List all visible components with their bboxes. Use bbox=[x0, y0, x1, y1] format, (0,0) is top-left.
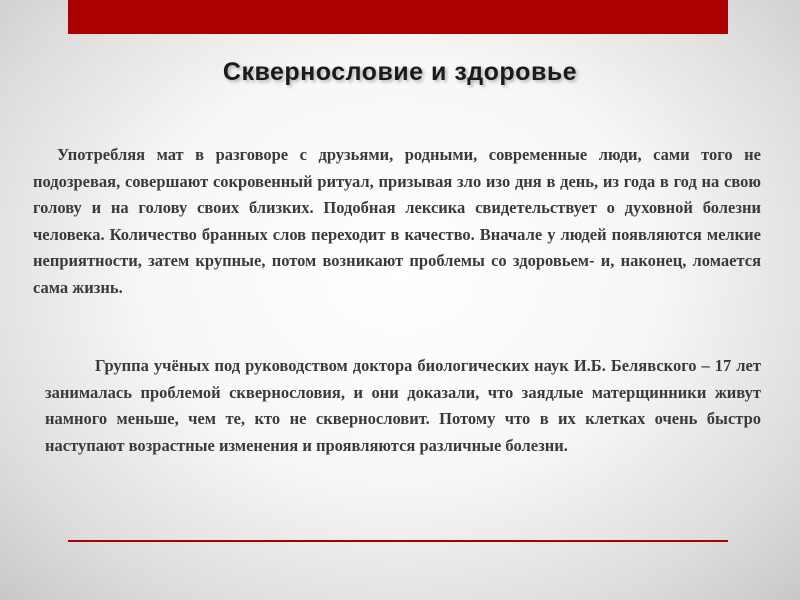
bottom-divider-line bbox=[68, 540, 728, 542]
paragraph-2: Группа учёных под руководством доктора биологических наук И.Б. Белявского – 17 лет занималась проблемой сквернословия, и они доказали, что заядлые матерщинники живут намного меньше, чем те, кто не сквернословит. Потому что в их клетках очень быстро наступают возрастные изменения и проявляются различные болезни. bbox=[45, 356, 761, 455]
top-accent-bar bbox=[68, 0, 728, 34]
paragraph-1: Употребляя мат в разговоре с друзьями, родными, современные люди, сами того не подозревая, совершают сокровенный ритуал, призывая зло изо дня в день, из года в год на свою голову и на голову своих близких. Подобная лексика свидетельствует о духовной болезни человека. Количество бранных слов переходит в качество. Вначале у людей появляются мелкие неприятности, затем крупные, потом возникают проблемы со здоровьем- и, наконец, ломается сама жизнь. bbox=[33, 145, 761, 297]
slide-title: Сквернословие и здоровье bbox=[222, 58, 578, 86]
